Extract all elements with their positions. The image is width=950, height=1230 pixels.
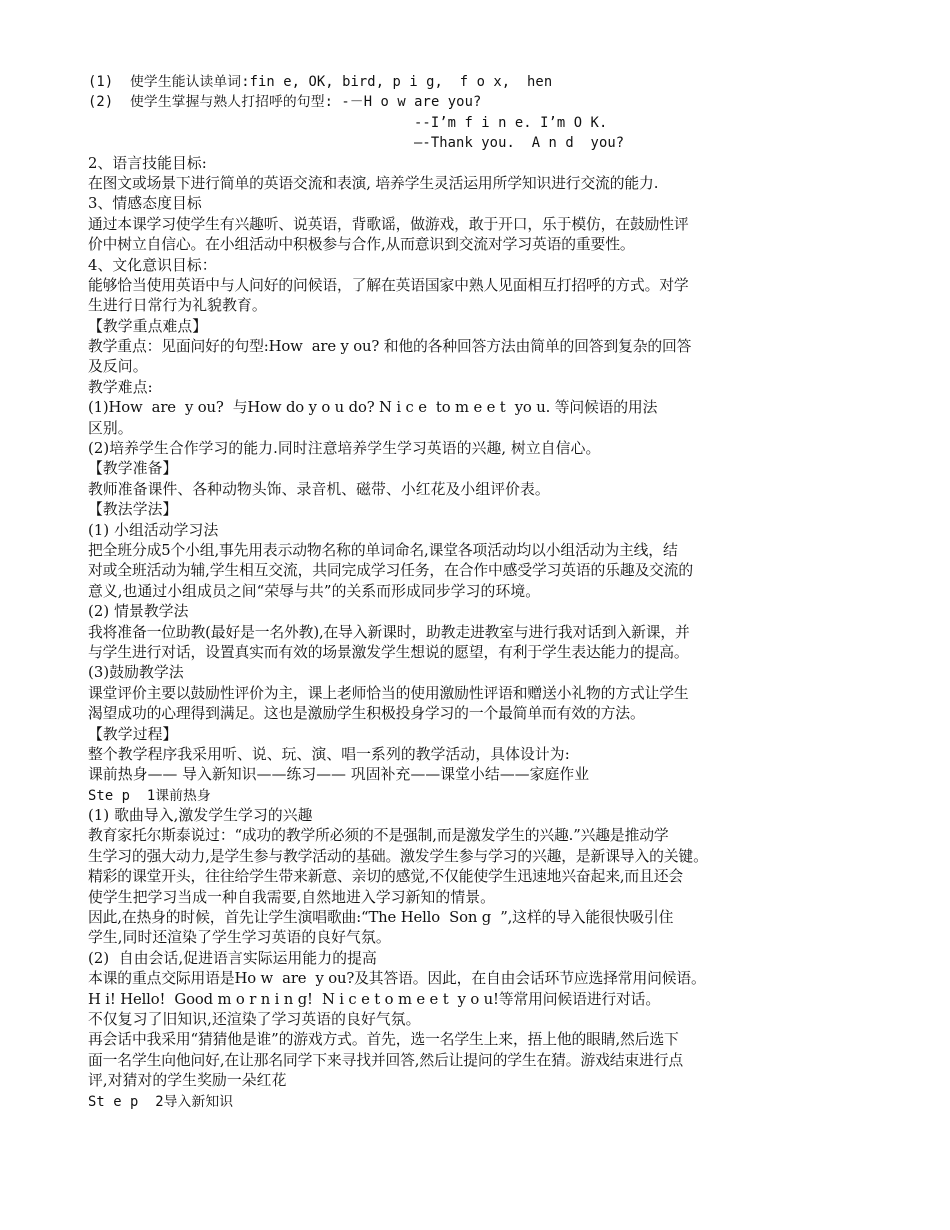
- section-heading-methods: 【教法学法】: [88, 501, 178, 519]
- paragraph-line: 在图文或场景下进行简单的英语交流和表演, 培养学生灵活运用所学知识进行交流的能力.: [88, 174, 659, 192]
- paragraph-line: 把全班分成5个小组,事先用表示动物名称的单词命名,课堂各项活动均以小组活动为主线，结: [88, 541, 678, 559]
- paragraph-line: 我将准备一位助教(最好是一名外教),在导入新课时，助教走进教室与进行我对话到入新课，并: [88, 623, 690, 641]
- paragraph-line: 精彩的课堂开头，往往给学生带来新意、亲切的感觉,不仅能使学生迅速地兴奋起来,而且还会: [88, 868, 683, 886]
- objective-line-1: (1) 使学生能认读单词:fin e, OK, bird, p i g, f o x, hen: [88, 74, 553, 90]
- paragraph-line: 教学重点：见面问好的句型:How are y ou? 和他的各种回答方法由简单的回答到复杂的回答: [88, 338, 692, 356]
- paragraph-line: 因此,在热身的时候，首先让学生演唱歌曲:“The Hello Son g ”,这样的导入能很快吸引住: [88, 909, 674, 927]
- section-heading-preparation: 【教学准备】: [88, 460, 178, 478]
- paragraph-line: 价中树立自信心。在小组活动中积极参与合作,从而意识到交流对学习英语的重要性。: [88, 236, 635, 254]
- section-heading-language-skills: 2、语言技能目标:: [88, 154, 207, 172]
- subheading-situational: (2) 情景教学法: [88, 603, 189, 621]
- paragraph-line: 学生,同时还渲染了学生学习英语的良好气氛。: [88, 929, 391, 947]
- paragraph-line: 面一名学生向他问好,在让那名同学下来寻找并回答,然后让提问的学生在猜。游戏结束进行点: [88, 1051, 683, 1069]
- subheading-free-talk: (2) 自由会话,促进语言实际运用能力的提高: [88, 949, 377, 967]
- subheading-difficulties: 教学难点:: [88, 378, 153, 396]
- process-flow: 课前热身—— 导入新知识——练习—— 巩固补充——课堂小结——家庭作业: [88, 766, 590, 784]
- paragraph-line: 教师准备课件、各种动物头饰、录音机、磁带、小红花及小组评价表。: [88, 480, 550, 498]
- objective-line-2: (2) 使学生掌握与熟人打招呼的句型: -－H o w are you?: [88, 94, 482, 111]
- paragraph-line: 与学生进行对话，设置真实而有效的场景激发学生想说的愿望，有利于学生表达能力的提高。: [88, 643, 689, 661]
- paragraph-line: 及反问。: [88, 358, 148, 376]
- paragraph-line: 渴望成功的心理得到满足。这也是激励学生积极投身学习的一个最简单而有效的方法。: [88, 705, 645, 723]
- paragraph-line: 评,对猜对的学生奖励一朵红花: [88, 1072, 287, 1090]
- paragraph-line: 使学生把学习当成一种自我需要,自然地进入学习新知的情景。: [88, 888, 496, 906]
- paragraph-line: 整个教学程序我采用听、说、玩、演、唱一系列的教学活动，具体设计为:: [88, 745, 570, 763]
- paragraph-line: 对或全班活动为辅,学生相互交流，共同完成学习任务，在合作中感受学习英语的乐趣及交流的: [88, 562, 694, 580]
- paragraph-line: 课堂评价主要以鼓励性评价为主，课上老师恰当的使用激励性评语和赠送小礼物的方式让学生: [88, 684, 689, 702]
- document-page: [88, 72, 878, 1112]
- paragraph-line: (2)培养学生合作学习的能力.同时注意培养学生学习英语的兴趣, 树立自信心。: [88, 440, 601, 458]
- dialog-reply-2: —-Thank you. A n d you?: [414, 135, 625, 152]
- paragraph-line: 本课的重点交际用语是Ho w are y ou?及其答语。因此，在自由会话环节应选择常用问候语。: [88, 970, 706, 988]
- paragraph-line: 再会话中我采用“猜猜他是谁”的游戏方式。首先，选一名学生上来，捂上他的眼睛,然后选下: [88, 1031, 679, 1049]
- section-heading-process: 【教学过程】: [88, 725, 178, 743]
- paragraph-line: 区别。: [88, 419, 133, 437]
- paragraph-line: 意义,也通过小组成员之间“荣辱与共”的关系而形成同步学习的环境。: [88, 582, 541, 600]
- paragraph-line: (1)How are y ou? 与How do y o u do? N i c e to m e e t yo u. 等问候语的用法: [88, 399, 658, 417]
- paragraph-line: 不仅复习了旧知识,还渲染了学习英语的良好气氛。: [88, 1010, 421, 1028]
- section-heading-attitude: 3、情感态度目标: [88, 195, 202, 213]
- dialog-reply-1: --I’m f i n e. I’m O K.: [414, 114, 608, 131]
- subheading-song-intro: (1) 歌曲导入,激发学生学习的兴趣: [88, 807, 313, 825]
- step-2-heading: St e p 2导入新知识: [88, 1093, 234, 1110]
- paragraph-line: 通过本课学习使学生有兴趣听、说英语，背歌谣，做游戏，敢于开口，乐于模仿，在鼓励性评: [88, 215, 689, 233]
- paragraph-line: 生进行日常行为礼貌教育。: [88, 297, 267, 315]
- step-1-heading: Ste p 1课前热身: [88, 787, 211, 804]
- paragraph-line: 教育家托尔斯泰说过：“成功的教学所必须的不是强制,而是激发学生的兴趣.”兴趣是推动学: [88, 827, 669, 845]
- subheading-encouragement: (3)鼓励教学法: [88, 664, 184, 682]
- paragraph-line: 能够恰当使用英语中与人问好的问候语，了解在英语国家中熟人见面相互打招呼的方式。对学: [88, 276, 689, 294]
- subheading-group-learning: (1) 小组活动学习法: [88, 521, 219, 539]
- section-heading-culture: 4、文化意识目标：: [88, 256, 217, 274]
- paragraph-line: 生学习的强大动力,是学生参与教学活动的基础。激发学生参与学习的兴趣，是新课导入的关键。: [88, 847, 708, 865]
- paragraph-line: H i! Hello! Good m o r n i n g! N i c e t o m e e t y o u!等常用问候语进行对话。: [88, 990, 660, 1008]
- section-heading-key-points: 【教学重点难点】: [88, 317, 208, 335]
